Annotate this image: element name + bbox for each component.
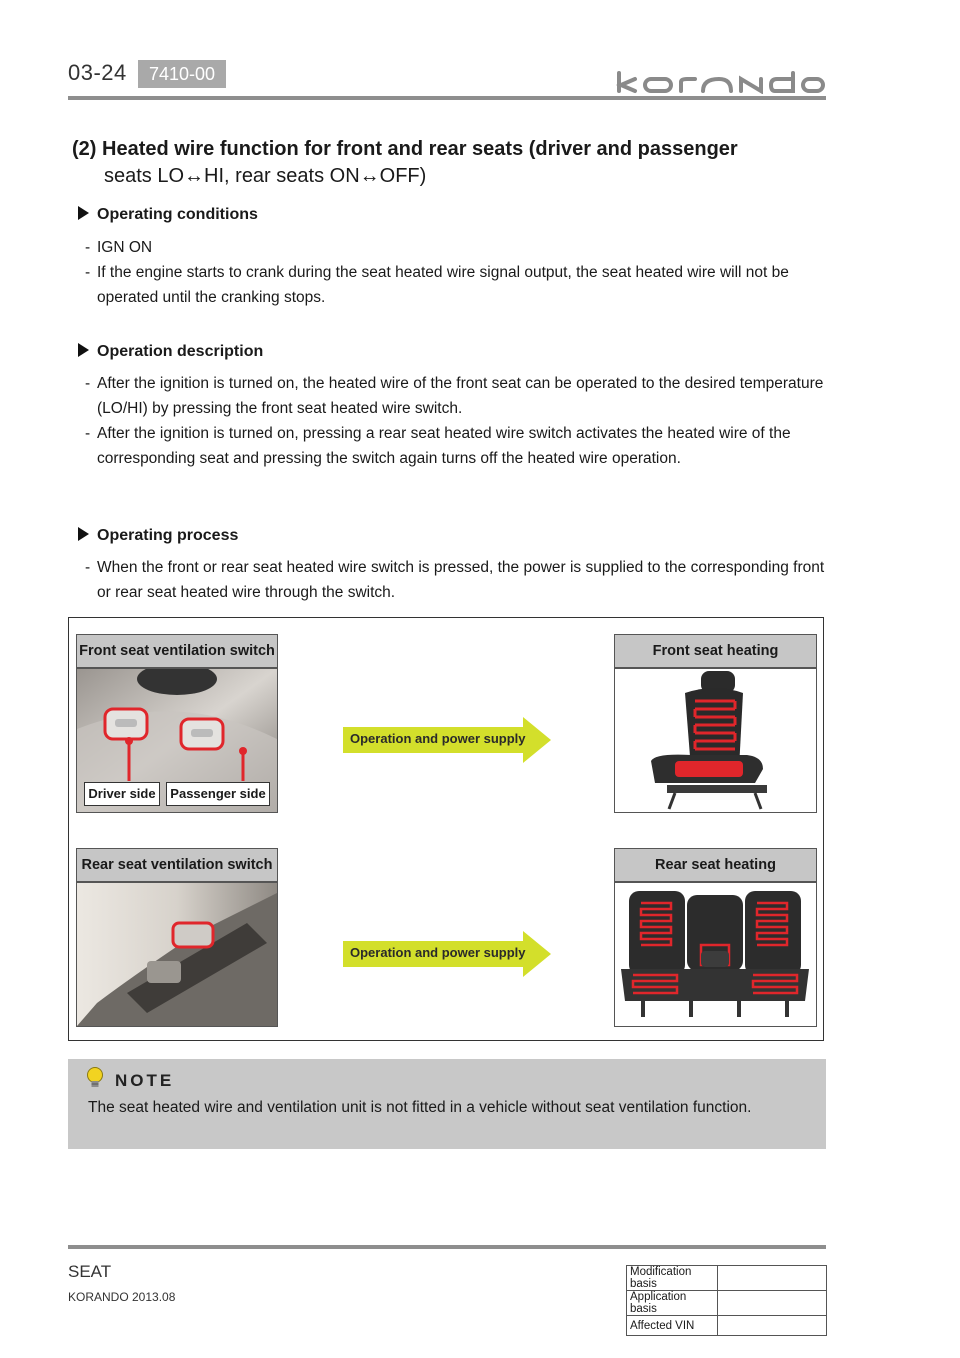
- note-text: The seat heated wire and ventilation unit is not fitted in a vehicle without seat ventilation function.: [88, 1099, 752, 1116]
- triangle-bullet-icon: [78, 343, 89, 357]
- rear-seat-heating-photo: [614, 882, 817, 1027]
- header-rule: [68, 96, 826, 100]
- footer-model: KORANDO 2013.08: [68, 1290, 176, 1304]
- driver-side-label: Driver side: [84, 782, 160, 806]
- triangle-bullet-icon: [78, 527, 89, 541]
- table-cell-label: Affected VIN: [627, 1316, 718, 1336]
- table-row: [627, 1266, 827, 1291]
- rear-arrow-label: Operation and power supply: [350, 945, 526, 960]
- list-item: - If the engine starts to crank during the seat heated wire signal output, the seat heated wire will not be operated until the cranking stops.: [85, 264, 789, 306]
- page-title-continuation: seats LO↔HI, rear seats ON↔OFF): [104, 165, 427, 187]
- footer-section-name: SEAT: [68, 1262, 112, 1281]
- note-title: NOTE: [115, 1071, 175, 1090]
- page-title: (2) Heated wire function for front and rear seats (driver and passenger: [72, 138, 738, 160]
- revision-info-table: [626, 1265, 827, 1336]
- table-cell-value: [718, 1291, 827, 1316]
- triangle-bullet-icon: [78, 206, 89, 220]
- list-item: - When the front or rear seat heated wire switch is pressed, the power is supplied to the corresponding front or rear seat heated wire through the switch.: [85, 559, 825, 601]
- table-row: [627, 1291, 827, 1316]
- table-cell-value: [718, 1266, 827, 1291]
- list-item: - IGN ON: [85, 239, 153, 256]
- page-number: 03-24: [68, 60, 127, 85]
- front-heating-panel-title: Front seat heating: [614, 634, 817, 668]
- footer-rule: [68, 1245, 826, 1249]
- front-switch-panel-title: Front seat ventilation switch: [76, 634, 278, 668]
- note-lightbulb-icon: [84, 1066, 106, 1090]
- table-cell-value: [718, 1316, 827, 1336]
- list-item: - After the ignition is turned on, pressing a rear seat heated wire switch activates the heated wire of the corresponding seat and pressing the switch again turns off the heated wire operation.: [85, 425, 791, 467]
- front-arrow-label: Operation and power supply: [350, 731, 526, 746]
- korando-logo: [615, 70, 827, 94]
- rear-switch-panel-title: Rear seat ventilation switch: [76, 848, 278, 882]
- passenger-side-label: Passenger side: [166, 782, 270, 806]
- section-heading-operating-conditions: Operating conditions: [78, 206, 258, 224]
- section-code-badge: 7410-00: [138, 60, 226, 88]
- table-row: [627, 1316, 827, 1336]
- section-heading-operation-description: Operation description: [78, 343, 263, 361]
- front-seat-heating-photo: [614, 668, 817, 813]
- table-cell-label: Application basis: [627, 1291, 718, 1316]
- rear-heating-panel-title: Rear seat heating: [614, 848, 817, 882]
- list-item: - After the ignition is turned on, the heated wire of the front seat can be operated to the desired temperature (LO/HI) by pressing the front seat heated wire switch.: [85, 375, 824, 417]
- rear-switch-photo: [76, 882, 278, 1027]
- table-cell-label: Modification basis: [627, 1266, 718, 1291]
- section-heading-operating-process: Operating process: [78, 527, 238, 545]
